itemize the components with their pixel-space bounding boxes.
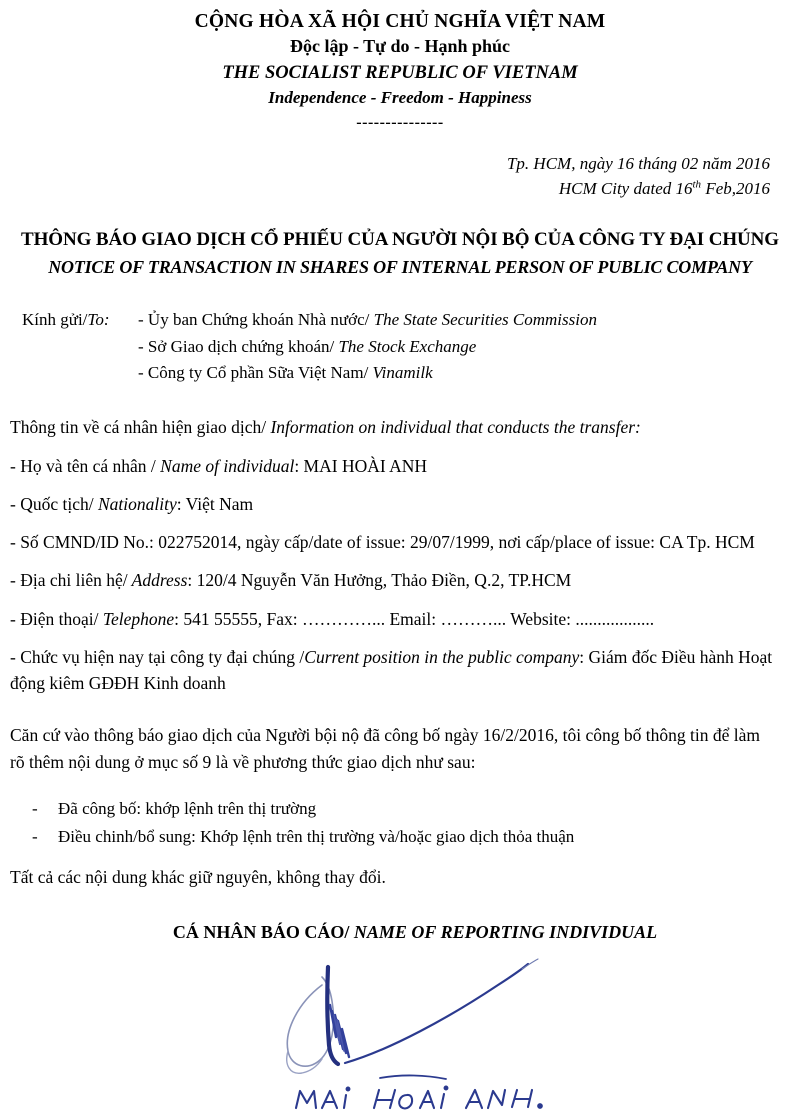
- phone-value: : 541 55555, Fax: …………... Email: ………... Website: ..................: [174, 608, 655, 629]
- signature-title-en: NAME OF REPORTING INDIVIDUAL: [349, 921, 658, 942]
- recipients-label: [22, 307, 138, 333]
- national-heading: [0, 10, 800, 132]
- list-item-text: Điều chinh/bổ sung: Khớp lệnh trên thị trường và/hoặc giao dịch thỏa thuận: [58, 827, 575, 847]
- info-row-nationality: [10, 491, 782, 517]
- id-date-value: 29/07/1999: [410, 532, 490, 553]
- info-row-address: [10, 567, 782, 593]
- recipients-label-vi: Kính gửi/: [22, 310, 88, 330]
- nationality-value: : Việt Nam: [176, 493, 254, 514]
- info-row-id: [10, 529, 782, 555]
- handwritten-signature: [250, 945, 580, 1120]
- info-row-name: [10, 453, 782, 479]
- country-name-vi: CỘNG HÒA XÃ HỘI CHỦ NGHĨA VIỆT NAM: [194, 11, 606, 32]
- body-paragraph: Căn cứ vào thông báo giao dịch của Người bội nộ đã công bố ngày 16/2/2016, tôi công bố thông tin để làm rõ thêm nội dung ở mục số 9 là về phương thức giao dịch như sau:: [10, 725, 760, 772]
- id-value: 022752014: [158, 532, 238, 553]
- phone-label-en: Telephone: [98, 608, 175, 629]
- closing-statement: Tất cả các nội dung khác giữ nguyên, không thay đổi.: [10, 866, 386, 887]
- bullet-dash: -: [32, 827, 38, 847]
- date-en-prefix: HCM City dated 16: [558, 178, 693, 198]
- id-place-value: CA Tp. HCM: [659, 532, 755, 553]
- recipients-label-en: To:: [87, 310, 110, 330]
- position-value: : Giám đốc Điều hành Hoạt động kiêm GĐĐH Kinh doanh: [10, 646, 773, 694]
- recipient-dash: -: [138, 310, 144, 330]
- info-heading: [10, 414, 782, 440]
- document-page: [0, 10, 800, 1033]
- name-label-en: Name of individual: [155, 455, 295, 476]
- date-en-ordinal-suffix: th: [692, 178, 702, 191]
- recipient-dash: -: [138, 336, 144, 356]
- recipient-item: [138, 307, 597, 333]
- position-label-vi: - Chức vụ hiện nay tại công ty đại chúng /: [10, 646, 305, 667]
- country-name-en: THE SOCIALIST REPUBLIC OF VIETNAM: [222, 62, 578, 83]
- address-label-en: Address: [127, 570, 188, 591]
- document-title-en: NOTICE OF TRANSACTION IN SHARES OF INTERNAL PERSON OF PUBLIC COMPANY: [48, 257, 752, 278]
- recipient-name-en: Vinamilk: [368, 363, 433, 382]
- date-en: [0, 177, 770, 202]
- info-heading-en: Information on individual that conducts the transfer:: [266, 417, 641, 438]
- date-vi: Tp. HCM, ngày 16 tháng 02 năm 2016: [506, 154, 770, 174]
- nationality-label-en: Nationality: [93, 493, 177, 514]
- transaction-method-list: [0, 796, 800, 850]
- recipients-list: [138, 307, 597, 386]
- recipient-item: [138, 334, 597, 360]
- id-label: - Số CMND/ID No.:: [10, 532, 159, 553]
- id-place-label: , nơi cấp/place of issue:: [489, 532, 660, 553]
- nationality-label-vi: - Quốc tịch/: [10, 493, 94, 514]
- motto-vi: Độc lập - Tự do - Hạnh phúc: [289, 36, 511, 57]
- info-row-position: [10, 644, 782, 697]
- recipients-block: [0, 307, 800, 386]
- date-block: [0, 152, 800, 201]
- recipient-name-en: The State Securities Commission: [369, 310, 597, 330]
- position-label-en: Current position in the public company: [304, 646, 580, 667]
- id-date-label: , ngày cấp/date of issue:: [237, 532, 411, 553]
- information-section: [0, 414, 800, 696]
- info-heading-vi: Thông tin về cá nhân hiện giao dịch/: [10, 417, 267, 438]
- recipient-name-vi: Công ty Cổ phần Sữa Việt Nam/: [143, 363, 369, 382]
- address-value: : 120/4 Nguyễn Văn Hưởng, Thảo Điền, Q.2, TP.HCM: [187, 570, 572, 591]
- recipient-name-vi: Sở Giao dịch chứng khoán/: [143, 336, 335, 356]
- recipient-item: [138, 360, 597, 386]
- info-row-phone: [10, 606, 782, 632]
- recipient-dash: -: [138, 363, 144, 382]
- recipient-name-en: The Stock Exchange: [334, 336, 477, 356]
- list-item: [32, 796, 800, 822]
- list-item: [32, 824, 800, 850]
- name-value: : MAI HOÀI ANH: [294, 455, 428, 476]
- motto-en: Independence - Freedom - Happiness: [268, 87, 532, 107]
- address-label-vi: - Địa chi liên hệ/: [10, 570, 128, 591]
- signature-title: [0, 922, 800, 943]
- heading-divider: ---------------: [356, 113, 444, 131]
- bullet-dash: -: [32, 798, 38, 818]
- recipient-name-vi: Ủy ban Chứng khoán Nhà nước/: [143, 310, 370, 330]
- date-en-suffix: Feb,2016: [701, 178, 770, 198]
- phone-label-vi: - Điện thoại/: [10, 608, 99, 629]
- signature-area: [0, 945, 800, 1120]
- document-title-vi: THÔNG BÁO GIAO DỊCH CỔ PHIẾU CỦA NGƯỜI NỘI BỘ CỦA CÔNG TY ĐẠI CHÚNG: [21, 229, 779, 251]
- signature-title-vi: CÁ NHÂN BÁO CÁO/: [172, 921, 350, 942]
- document-title: [0, 227, 800, 279]
- list-item-text: Đã công bố: khớp lệnh trên thị trường: [58, 798, 317, 818]
- name-label-vi: - Họ và tên cá nhân /: [10, 455, 156, 476]
